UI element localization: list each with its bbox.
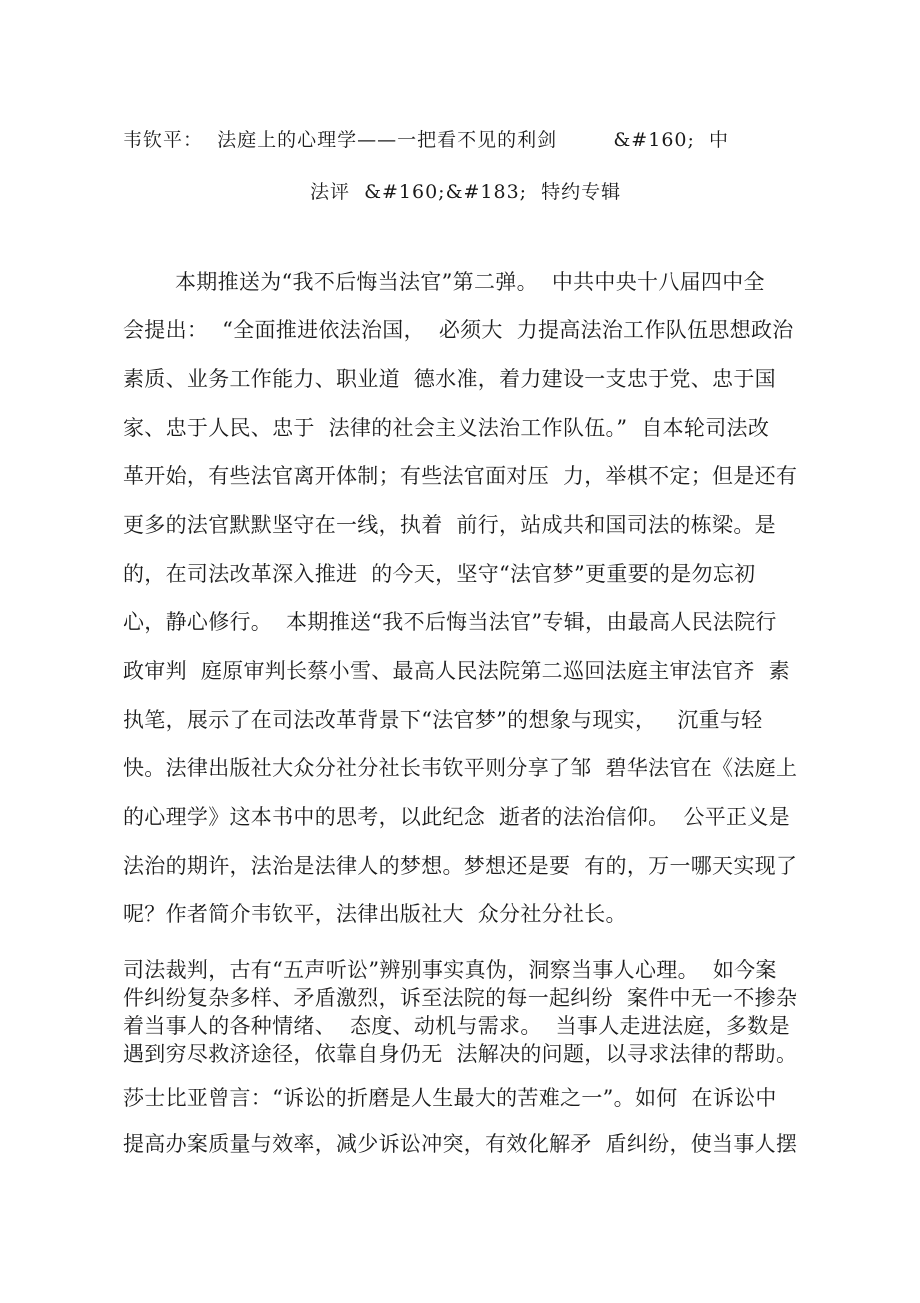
intro-line: 政审判 庭原审判长蔡小雪、最高人民法院第二巡回法庭主审法官齐 素 — [123, 659, 790, 683]
intro-line: 法治的期许，法治是法律人的梦想。梦想还是要 有的，万一哪天实现了 — [123, 854, 798, 878]
intro-line: 会提出： “全面推进依法治国， 必须大 力提高法治工作队伍思想政治 — [123, 318, 794, 342]
intro-line: 革开始，有些法官离开体制；有些法官面对压 力，举棋不定；但是还有 — [123, 464, 798, 488]
body-line: 莎士比亚曾言：“诉讼的折磨是人生最大的苦难之一”。如何 在诉讼中 — [123, 1086, 777, 1110]
intro-line: 家、忠于人民、忠于 法律的社会主义法治工作队伍。” 自本轮司法改 — [123, 416, 770, 440]
intro-line: 快。法律出版社大众分社分社长韦钦平则分享了邹 碧华法官在《法庭上 — [123, 756, 798, 780]
title-line-2: 法评 &#160;&#183; 特约专辑 — [310, 181, 622, 203]
intro-line: 呢？作者简介韦钦平，法律出版社大 众分社分社长。 — [123, 902, 627, 926]
intro-line: 执笔，展示了在司法改革背景下“法官梦”的想象与现实， 沉重与轻 — [123, 708, 763, 732]
body-line: 提高办案质量与效率，减少诉讼冲突，有效化解矛 盾纠纷，使当事人摆 — [123, 1132, 798, 1156]
intro-line: 的，在司法改革深入推进 的今天，坚守“法官梦”更重要的是勿忘初 — [123, 562, 756, 586]
body-line: 件纠纷复杂多样、矛盾激烈，诉至法院的每一起纠纷 案件中无一不掺杂 — [123, 986, 798, 1010]
intro-line: 更多的法官默默坚守在一线，执着 前行，站成共和国司法的栋梁。是 — [123, 513, 776, 537]
intro-line: 素质、业务工作能力、职业道 德水准，着力建设一支忠于党、忠于国 — [123, 367, 776, 391]
title-line-1: 韦钦平： 法庭上的心理学——一把看不见的利剑 &#160; 中 — [123, 129, 729, 151]
body-line: 司法裁判，古有“五声听讼”辨别事实真伪，洞察当事人心理。 如今案 — [123, 958, 777, 982]
intro-line: 本期推送为“我不后悔当法官”第二弹。 中共中央十八届四中全 — [175, 270, 765, 294]
intro-line: 心，静心修行。 本期推送“我不后悔当法官”专辑，由最高人民法院行 — [123, 610, 777, 634]
intro-line: 的心理学》这本书中的思考，以此纪念 逝者的法治信仰。 公平正义是 — [123, 805, 790, 829]
body-line: 遇到穷尽救济途径，依靠自身仍无 法解决的问题，以寻求法律的帮助。 — [123, 1042, 798, 1066]
body-line: 着当事人的各种情绪、 态度、动机与需求。 当事人走进法庭，多数是 — [123, 1014, 790, 1038]
